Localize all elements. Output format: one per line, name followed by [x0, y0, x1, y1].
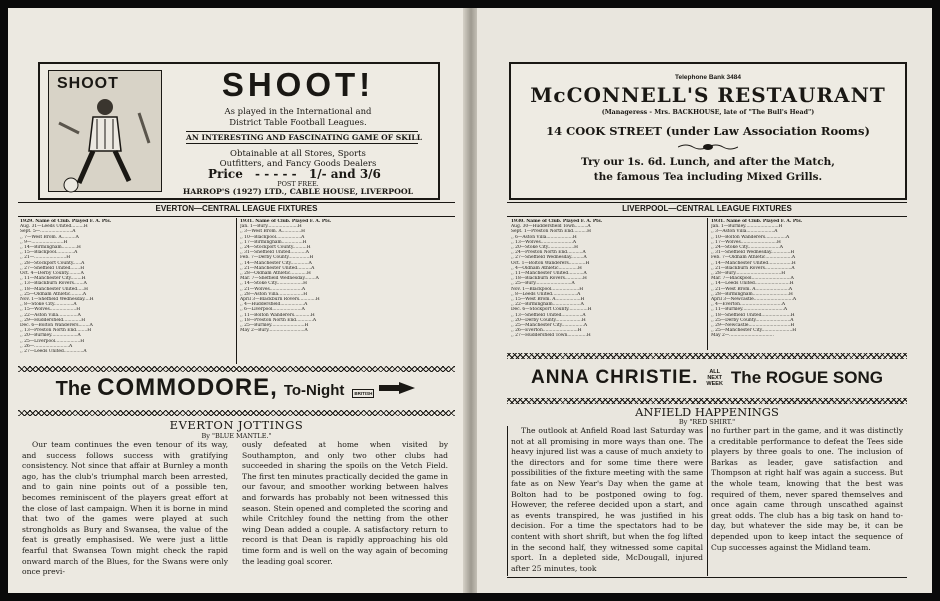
fixture-row: ,, 14—Stoke City...................H [240, 281, 308, 287]
fixture-row: ,, 18—Preston North End............A [240, 317, 317, 323]
fixture-row: ,, 28—Bury.................................H [711, 271, 786, 277]
fixture-row: ,, 29—Huddersfield.............H [20, 317, 86, 323]
fixture-row: April 3—Blackburn Rovers............H [240, 297, 320, 303]
fixture-row: Jan. 1—Bury......................H [240, 224, 302, 230]
fixtures-col2-header: 1931. Name of Club. Played F. A. Pts. [711, 219, 803, 224]
restaurant-manageress: (Manageress - Mrs. BACKHOUSE, late of "The Bull's Head") [601, 109, 815, 116]
left-page [8, 8, 465, 593]
fixture-row: Feb. 7—Oldham Athletic...................A [711, 255, 796, 261]
fixture-row: ,, 27—Sheffield United.......H [20, 265, 85, 271]
banner-anna-christie: ANNA CHRISTIE. [531, 367, 699, 388]
shoot-title: SHOOT! [221, 66, 375, 103]
fixture-row: ,, 24—Stoke City.......................A [711, 245, 783, 251]
fixture-row: ,, 11—Manchester United...........A [511, 271, 587, 277]
fixture-row: ,, 8—Stoke City..............A [20, 302, 77, 308]
fixture-row: ,, 20—Stoke City...................H [511, 245, 579, 251]
fixture-row: ,, 8—Leeds United..................A [511, 291, 581, 297]
fixture-row: ,, 27—Huddersfield Town..............H [511, 333, 591, 339]
commodore-tag: BRITISH [354, 391, 373, 396]
shoot-line2: District Table Football Leagues. [229, 118, 367, 128]
fixture-row: ,, 28—Aston Villa..................H [240, 291, 308, 297]
fixture-row: May 2—Bury..........................A [240, 328, 308, 334]
everton-article-col2-text: ously defeated at home when visited by Southampton, and only two other clubs had succeeded in sharing the spoils on the Vetch Field. The first ten minutes practically decided the game in our favour, and smoother working between halves and forwards has probably not been witnessed this season. Stein opened and completed the scoring and while Critchley found the netting from the other wing Dean added a couple. A satisfactory return to record is that Dean is rapidly approaching his old time form and is well on the way again of becoming the leading goal scorer. [242, 440, 448, 566]
fixture-row: ,, 11—Burnley..............................A [711, 307, 788, 313]
commodore-tonight: To-Night [283, 382, 345, 399]
everton-jottings-byline: By "BLUE MANTLE." [201, 432, 272, 440]
shoot-advert [38, 62, 440, 200]
fixture-row: ,, 24—Preston North End...........A [511, 250, 586, 256]
fixture-row: ,, 15—Wolves...................H [20, 307, 81, 313]
fixture-row: Sept. 5—.......................A [20, 229, 76, 235]
fixture-row: ,, 4—Everton..............................A [711, 302, 786, 308]
fixture-row: Sept. 1—Preston North End..........H [511, 229, 591, 235]
fixture-row: ,, 3—West Brom. A..............H [240, 229, 305, 235]
everton-fixtures-title: EVERTON—CENTRAL LEAGUE FIXTURES [155, 204, 318, 213]
fixture-row: Mar. 7—Sheffield Wednesday........A [240, 276, 319, 282]
fixture-row: ,, 20—Derby County...................H [511, 317, 586, 323]
liverpool-fixtures-col1 [511, 219, 705, 349]
fixture-row: ,, 18—Sheffield United.....................H [711, 312, 795, 318]
fixture-row: Oct. 1—Bolton Wanderers............H [511, 260, 590, 266]
shoot-maker: HARROP'S (1927) LTD., CABLE HOUSE, LIVERPOOL [182, 187, 414, 196]
shoot-price-line [208, 167, 381, 181]
everton-article-col1 [22, 440, 228, 590]
price-dashes: - - - - - [255, 167, 297, 181]
fixture-row: Nov. 1—Blackpool....................H [511, 286, 584, 292]
fixture-row: ,, 20—Burnley...................A [20, 333, 81, 339]
ornament-icon [678, 143, 738, 151]
fixture-row: Dec. 6—Bolton Wanderers........A [20, 323, 93, 329]
fixture-row: ,, 4—Huddersfield.................A [240, 302, 308, 308]
fixture-row: ,, 11—Bolton Wanderers............H [240, 312, 315, 318]
fixture-row: ,, 6—Aston Villa...................H [511, 234, 577, 240]
fixture-row: ,, 25—Bury..........................A [511, 281, 575, 287]
fixtures-col1-header: 1929. Name of Club. Played F. A. Pts. [20, 219, 112, 224]
fixture-row: Nov. 1—Sheffield Wednesday....H [20, 297, 94, 303]
fixture-row: ,, 10—Blackpool..................A [240, 234, 305, 240]
shoot-tagline: AN INTERESTING AND FASCINATING GAME OF SKILL [186, 133, 423, 142]
fixture-row: ,, 11—Manchester City........H [20, 276, 86, 282]
restaurant-phone: Telephone Bank 3484 [675, 74, 741, 81]
banner-all-next-week [706, 369, 723, 387]
fixture-row: ,, 14—Manchester United.................H [711, 260, 796, 266]
fixture-row: ,, 21—West Brom. A........................A [711, 286, 793, 292]
restaurant-offer1: Try our 1s. 6d. Lunch, and after the Match, [581, 156, 835, 168]
fixture-row: ,, 18—Blackburn Rovers.............H [511, 276, 587, 282]
fixture-row: ,, 25—Burnley........................H [240, 323, 309, 329]
fixture-row: ,, 25—Manchester City................A [511, 323, 588, 329]
everton-fixtures-col1 [20, 219, 234, 364]
restaurant-offer2: the famous Tea including Mixed Grills. [593, 171, 823, 183]
banner-all: ALL [709, 369, 721, 375]
anfield-article-col1-text: The outlook at Anfield Road last Saturday was not at all promising in more ways than one. The heavy injured list was a cause of much anxiety to the directors and for some time there were possibilities of the fixture meeting with the same fate as on New Year's Day when the game at Bolton had to be postponed owing to fog. However, the referee decided upon a start, and as events transpired, he was justified in his decision. For a time the spectators had to be content with short shrift, but when the fog lifted in the second half, they witnessed some capital sport. In a depleted side, McDougall, injured after 25 minutes, took [511, 426, 703, 573]
anfield-article-col2-text: no further part in the game, and it was distinctly a creditable performance to defeat the Tees side players by three goals to one. The inclusion of Barkas as leader, gave satisfaction and Thompson at right half was again a success. But the whole team, knowing that the best was required of them, never spared themselves and once again came through unscathed against great odds. The club has a big task on hand to-day, but whatever the side may be, it can be depended upon to keep intact the sequence of Cup successes against the Midland team. [711, 426, 903, 552]
fixture-row: ,, 31—Sheffield Wednesday..............H [711, 250, 795, 256]
fixture-row: Dec. 6—Stockport County..............H [511, 307, 592, 313]
restaurant-name: McCONNELL'S RESTAURANT [530, 83, 886, 107]
fixture-row: ,, 22—Aston Villa..............A [20, 312, 81, 318]
fixture-row: ,, 14—Birmingham...........H [20, 245, 81, 251]
everton-jottings-title: EVERTON JOTTINGS [169, 418, 304, 432]
anfield-happenings-title: ANFIELD HAPPENINGS [635, 405, 779, 419]
fixture-row: ,, 14—Manchester City.............A [240, 260, 312, 266]
fixture-row: ,, 21—Blackburn Rovers...................A [711, 265, 795, 271]
commodore-the: The [55, 378, 92, 400]
fixture-row: Mar. 7—Blackpool............................A [711, 276, 794, 282]
fixture-row: ,, 9—.......................H [20, 239, 68, 245]
fixture-row: Aug. 30—Huddersfield Town.........A [511, 224, 591, 230]
fixture-row: ,, 14—Leeds United.........................H [711, 281, 794, 287]
everton-article-col1-text: Our team continues the even tenour of its way, and success follows success with gratifying consistency. Not since that affair at Burnley a month ago, has the club's triumphal march been arrested, and to gain nine points out of a possible ten, becomes reminiscent of the players great effort at the close of last campaign. When it is borne in mind that two of the games were played at such strongholds as Bury and Swansea, the value of the feat is greatly emphasised. We were just a little fearful that Swansea Town might check the rapid onward march of the Blues, for the Swans were only once previ- [22, 440, 228, 577]
commodore-name: COMMODORE, [97, 374, 278, 401]
fixture-row: ,, 29—Newcastle..............................H [711, 323, 795, 329]
shoot-logo-text: SHOOT [57, 75, 119, 92]
anfield-article-col2 [711, 426, 903, 576]
shoot-obtain1: Obtainable at all Stores, Sports [230, 149, 366, 159]
fixtures-col2-header: 1931. Name of Club. Played F. A. Pts. [240, 219, 332, 224]
shoot-logo-illustration [48, 70, 162, 192]
fixture-row: ,, 15—West Brom. A..................H [511, 297, 585, 303]
restaurant-advert [509, 62, 907, 200]
fixture-row: ,, 4—Oldham Athletic..............H [511, 265, 582, 271]
liverpool-fixtures-col2 [711, 219, 905, 349]
pointing-hand-icon [377, 381, 417, 395]
fixture-row: ,, 13—Blackburn Rovers.......A [20, 281, 87, 287]
fixture-row: ,, 17—Birmingham...............H [240, 239, 307, 245]
fixture-row: ,, 22—Birmingham....................A [511, 302, 584, 308]
fixture-row: ,, 13—Sheffield United...............A [511, 312, 586, 318]
banner-next: NEXT [707, 375, 722, 381]
fixture-row: ,, 28—Oldham Athletic............H [240, 271, 311, 277]
fixture-row: ,, 10—Bolton Wanderers...............A [711, 234, 790, 240]
fixtures-col1-header: 1930. Name of Club. Played F. A. Pts. [511, 219, 603, 224]
fixture-row: Aug. 31—Leeds United.........H [20, 224, 88, 230]
anfield-happenings-byline: By "RED SHIRT." [678, 418, 736, 426]
fixture-row: ,, 21—Manchester United..........A [240, 265, 315, 271]
fixture-row: ,, 24—Stockport County..........H [240, 245, 311, 251]
banner-week: WEEK [706, 381, 723, 387]
fixture-row: Feb. 7—Derby County...............H [240, 255, 314, 261]
anna-christie-banner [507, 360, 907, 396]
fixture-row: Oct. 4—Derby County.........A [20, 271, 84, 277]
fixture-row: Jan. 1—Burnley........................H [711, 224, 783, 230]
banner-rogue-song: The ROGUE SONG [730, 368, 883, 387]
right-page [477, 8, 932, 593]
fixture-row: May 2—................................ [711, 333, 774, 339]
fixture-row: ,, 7—West Brom. A..........A [20, 234, 79, 240]
fixture-row: ,, 6—Liverpool.....................A [240, 307, 305, 313]
fixture-row: ,, 25—Derby County.........................A [711, 317, 794, 323]
fixture-row: ,, 26—.........................A [20, 343, 73, 349]
liverpool-fixtures-title: LIVERPOOL—CENTRAL LEAGUE FIXTURES [622, 204, 792, 213]
restaurant-address: 14 COOK STREET (under Law Association Rooms) [546, 124, 870, 138]
fixture-row: ,, 25—Oldham Athletic.........A [20, 291, 87, 297]
fixture-row: ,, 26—Everton.........................H [511, 328, 582, 334]
shoot-post-free: POST FREE. [277, 180, 319, 188]
fixture-row: ,, 31—Sheffield United...........A [240, 250, 309, 256]
fixture-row: ,, 27—Leeds United..............A [20, 349, 87, 355]
fixture-row: ,, 25—Liverpool..................H [20, 338, 85, 344]
fixture-row: ,, 21—Wolves.......................A [240, 286, 306, 292]
everton-fixtures-col2 [240, 219, 452, 364]
fixture-row: ,, 21—.......................H [20, 255, 71, 261]
fixture-row: ,, 3—Aston Villa....................A [711, 229, 778, 235]
fixture-row: ,, 13—Wolves.......................A [511, 239, 577, 245]
fixture-row: April 3—Newcastle............................A [711, 297, 797, 303]
footballer-icon [49, 93, 161, 193]
shoot-obtain2: Outfitters, and Fancy Goods Dealers [219, 159, 377, 169]
price-value: 1/- and 3/6 [308, 167, 381, 181]
fixture-row: ,, 15—Blackpool.............A [20, 250, 78, 256]
shoot-line1: As played in the International and [224, 107, 372, 117]
everton-article-col2 [242, 440, 448, 590]
fixture-row: ,, 18—Manchester United.....H [20, 286, 89, 292]
price-label: Price [208, 167, 243, 181]
fixture-row: ,, 28—Stockport County......A [20, 260, 85, 266]
fixture-row: ,, 27—Sheffield Wednesday.........A [511, 255, 587, 261]
anfield-article-col1 [511, 426, 703, 576]
fixture-row: ,, 13—Preston North End........H [20, 328, 92, 334]
fixture-row: ,, 17—Wolves..........................H [711, 239, 781, 245]
fixture-row: ,, 25—Manchester City......................H [711, 328, 797, 334]
fixture-row: ,, 28—Birmingham..........................H [711, 291, 793, 297]
commodore-banner [18, 374, 455, 408]
